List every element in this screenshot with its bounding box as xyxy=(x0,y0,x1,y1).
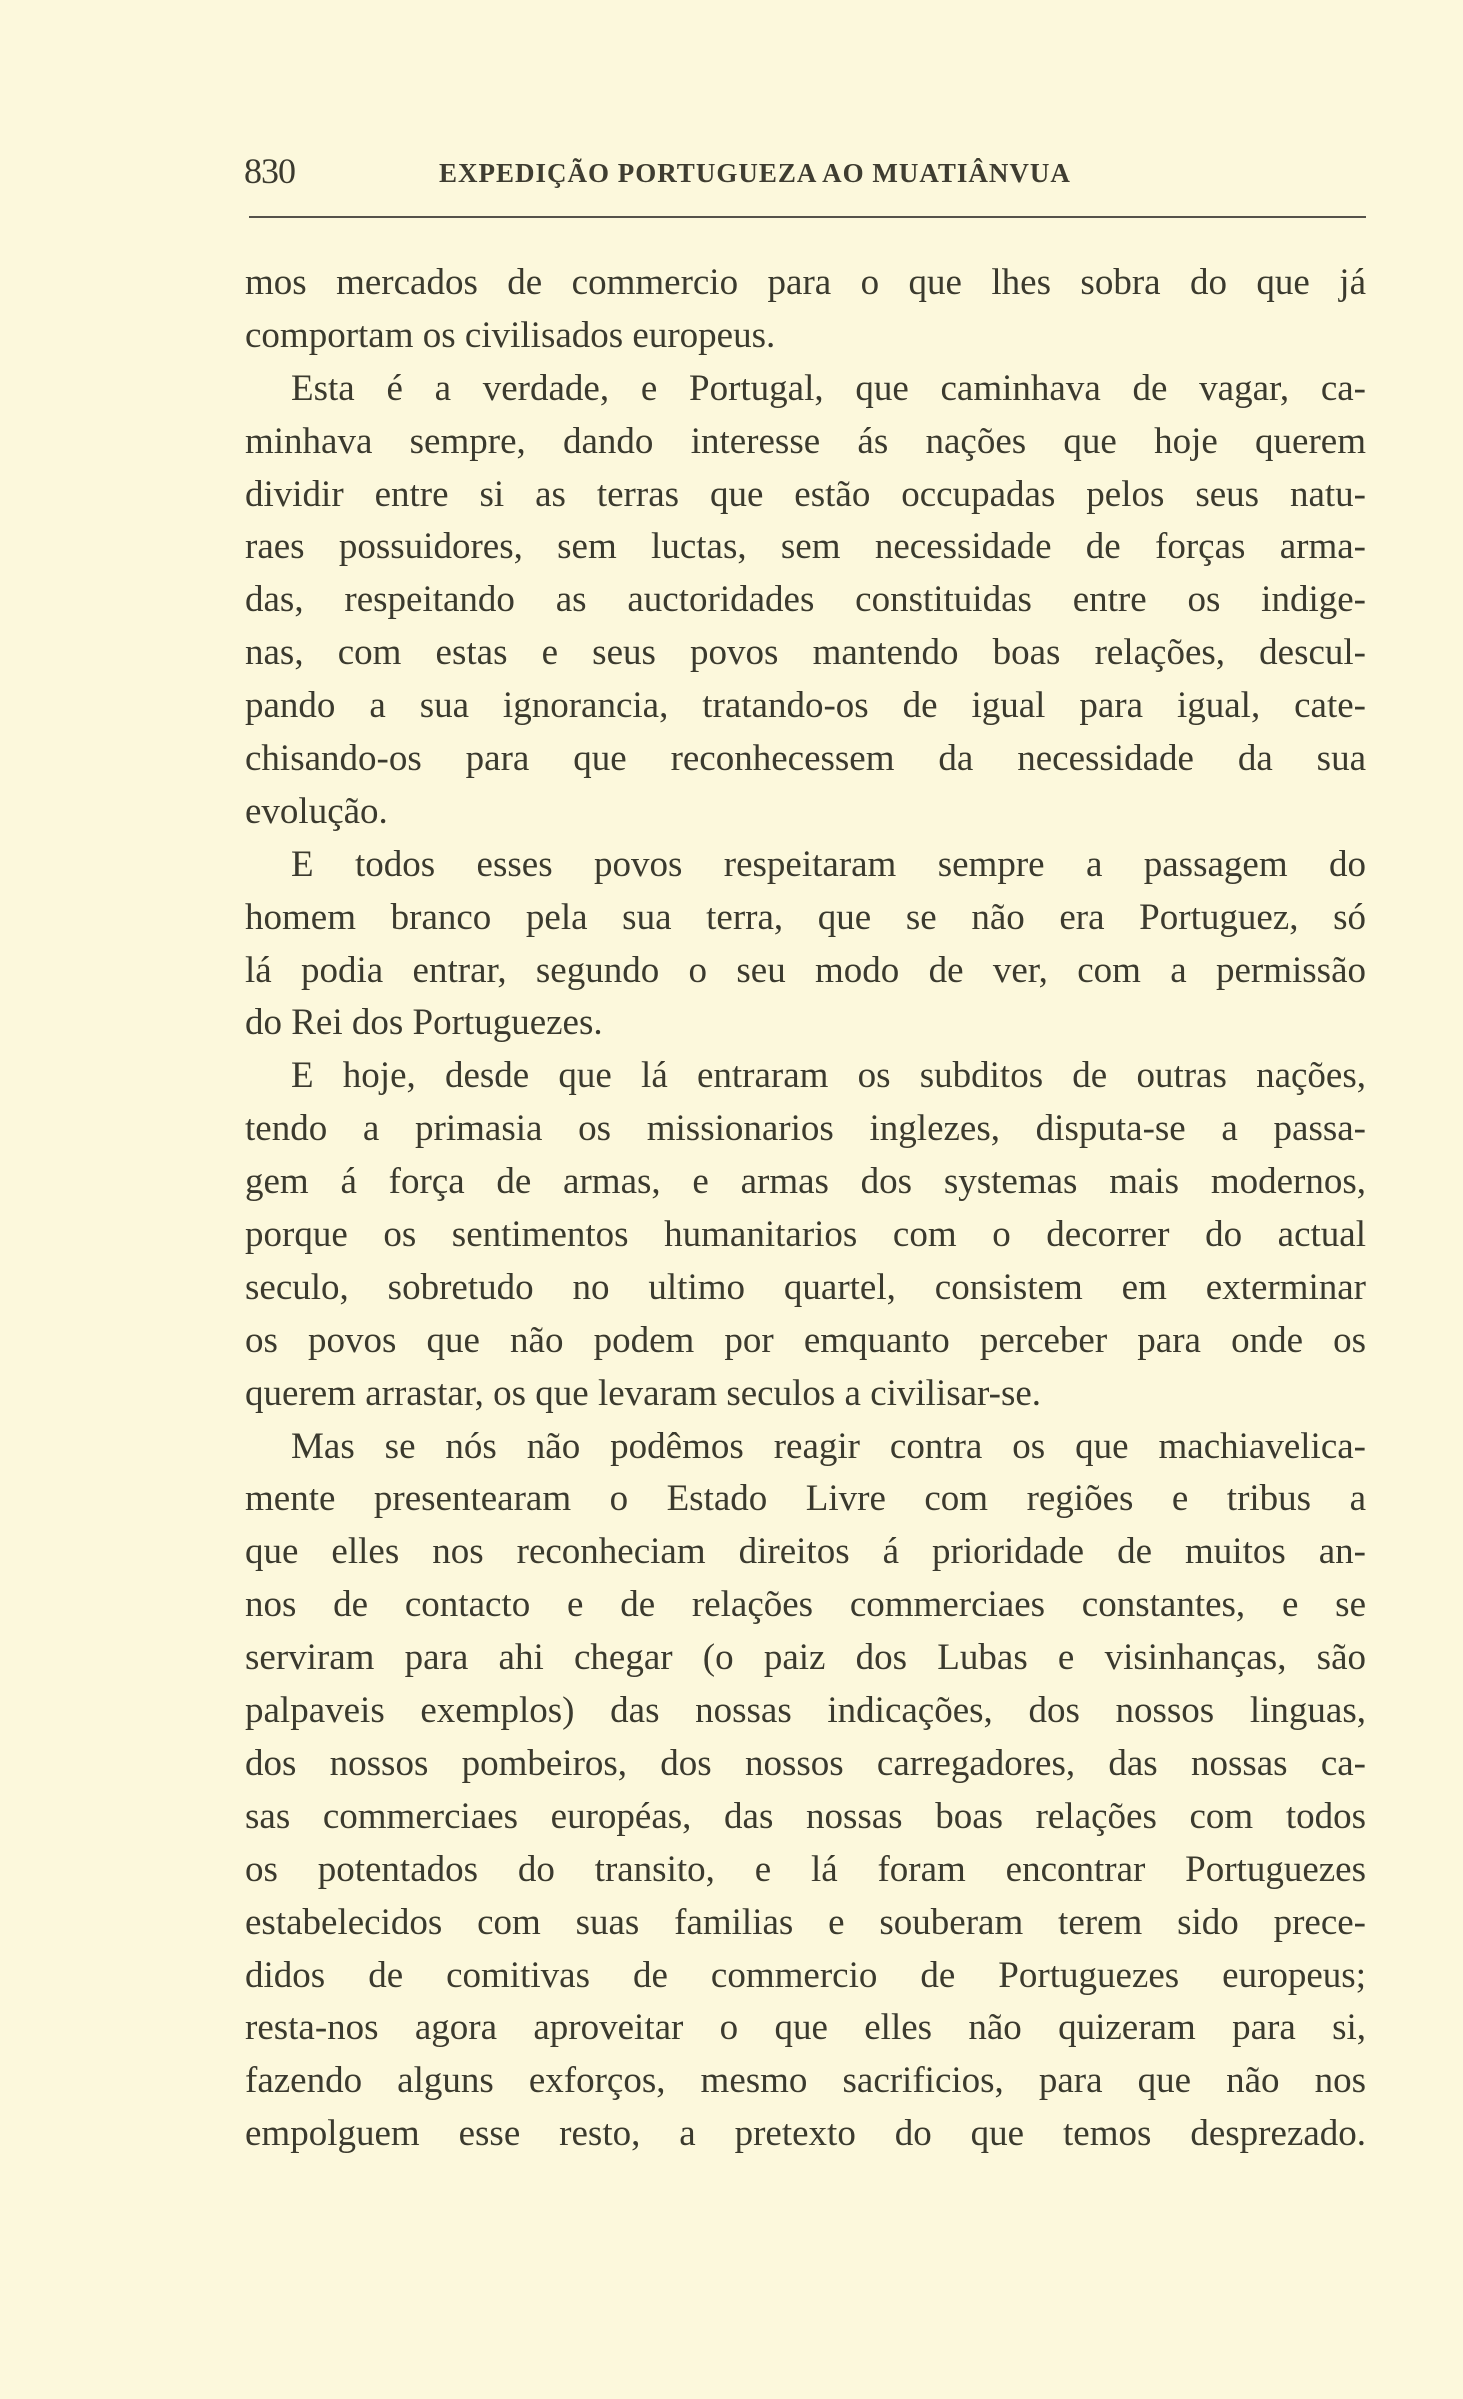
text-line: serviram para ahi chegar (o paiz dos Lubas e visinhanças, são xyxy=(245,1637,1366,1679)
text-line: que elles nos reconheciam direitos á prioridade de muitos an- xyxy=(245,1531,1366,1573)
text-line: nas, com estas e seus povos mantendo boas relações, descul- xyxy=(245,632,1366,674)
text-line: das, respeitando as auctoridades constituidas entre os indige- xyxy=(245,579,1366,621)
page-number: 830 xyxy=(244,151,295,191)
text-line: os potentados do transito, e lá foram encontrar Portuguezes xyxy=(245,1848,1366,1890)
text-line: E hoje, desde que lá entraram os subditos de outras nações, xyxy=(291,1055,1366,1097)
text-line: lá podia entrar, segundo o seu modo de ver, com a permissão xyxy=(245,949,1366,991)
text-line: comportam os civilisados europeus. xyxy=(245,314,776,356)
text-line: mente presentearam o Estado Livre com regiões e tribus a xyxy=(245,1478,1366,1520)
text-line: do Rei dos Portuguezes. xyxy=(245,1002,603,1044)
text-line: didos de comitivas de commercio de Portuguezes europeus; xyxy=(245,1954,1366,1996)
text-line: homem branco pela sua terra, que se não era Portuguez, só xyxy=(245,896,1366,938)
text-line: porque os sentimentos humanitarios com o decorrer do actual xyxy=(245,1214,1366,1256)
text-line: chisando-os para que reconhecessem da necessidade da sua xyxy=(245,738,1366,780)
text-line: E todos esses povos respeitaram sempre a passagem do xyxy=(291,843,1366,885)
text-line: seculo, sobretudo no ultimo quartel, consistem em exterminar xyxy=(245,1266,1366,1308)
text-line: dividir entre si as terras que estão occupadas pelos seus natu- xyxy=(245,473,1366,515)
text-line: fazendo alguns exforços, mesmo sacrificios, para que não nos xyxy=(245,2060,1366,2102)
text-line: tendo a primasia os missionarios inglezes, disputa-se a passa- xyxy=(245,1108,1366,1150)
text-line: pando a sua ignorancia, tratando-os de igual para igual, cate- xyxy=(245,685,1366,727)
text-line: evolução. xyxy=(245,790,388,832)
text-line: nos de contacto e de relações commerciaes constantes, e se xyxy=(245,1584,1366,1626)
text-line: querem arrastar, os que levaram seculos a civilisar-se. xyxy=(245,1372,1042,1414)
text-line: raes possuidores, sem luctas, sem necessidade de forças arma- xyxy=(245,526,1366,568)
text-line: os povos que não podem por emquanto perceber para onde os xyxy=(245,1319,1366,1361)
text-line: minhava sempre, dando interesse ás nações que hoje querem xyxy=(245,420,1366,462)
text-line: empolguem esse resto, a pretexto do que temos desprezado. xyxy=(245,2113,1366,2155)
text-line: resta-nos agora aproveitar o que elles não quizeram para si, xyxy=(245,2007,1366,2049)
text-line: sas commerciaes européas, das nossas boas relações com todos xyxy=(245,1795,1366,1837)
text-line: gem á força de armas, e armas dos systemas mais modernos, xyxy=(245,1161,1366,1203)
text-line: estabelecidos com suas familias e souberam terem sido prece- xyxy=(245,1901,1366,1943)
text-line: dos nossos pombeiros, dos nossos carregadores, das nossas ca- xyxy=(245,1742,1366,1784)
text-line: Esta é a verdade, e Portugal, que caminhava de vagar, ca- xyxy=(291,367,1366,409)
text-line: Mas se nós não podêmos reagir contra os que machiavelica- xyxy=(291,1425,1366,1467)
body-text xyxy=(245,257,1366,2161)
text-line: mos mercados de commercio para o que lhes sobra do que já xyxy=(245,262,1366,303)
header-rule xyxy=(249,216,1366,218)
text-line: palpaveis exemplos) das nossas indicações, dos nossos linguas, xyxy=(245,1690,1366,1732)
running-title: EXPEDIÇÃO PORTUGUEZA AO MUATIÂNVUA xyxy=(439,158,1071,188)
